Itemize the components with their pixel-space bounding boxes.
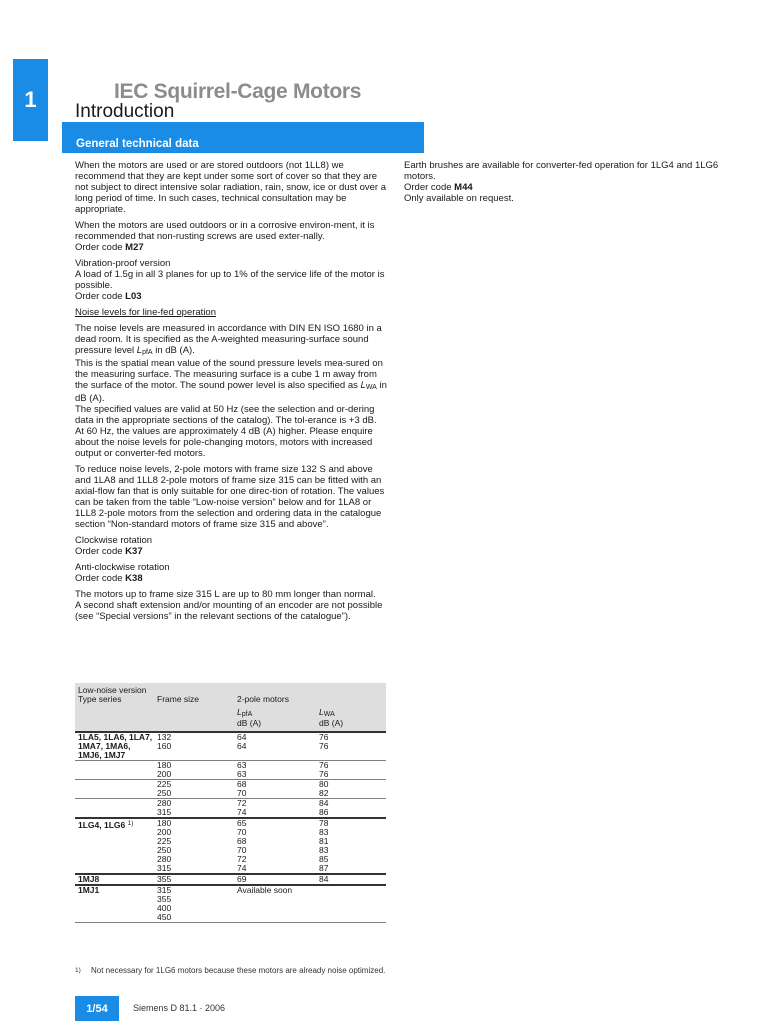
header-2pole: 2-pole motors xyxy=(234,695,386,704)
lwa-value: 76 xyxy=(319,741,329,751)
frame-size-value: 315 xyxy=(157,807,172,817)
table-symbol-row xyxy=(75,704,386,719)
lpfa-symbol: L xyxy=(136,345,143,356)
frame-size-value: 315 xyxy=(157,863,172,873)
frame-size-value: 400 xyxy=(157,903,172,913)
cell-lpfa xyxy=(234,732,316,761)
frame-size-value: 200 xyxy=(157,769,172,779)
cell-lpfa xyxy=(234,874,316,885)
lpfa-value: 68 xyxy=(237,836,247,846)
order-code-m44: M44 xyxy=(454,182,473,193)
header-unit-lwa: dB (A) xyxy=(316,719,386,732)
frame-size-value: 250 xyxy=(157,845,172,855)
table-unit-row xyxy=(75,719,386,732)
cell-lwa xyxy=(316,732,386,761)
footnote-ref: 1) xyxy=(127,820,134,827)
order-code-k38: K38 xyxy=(125,573,143,584)
header-lpfa-sub: pfA xyxy=(241,711,253,718)
lpfa-value: 70 xyxy=(237,827,247,837)
cell-type-series xyxy=(75,799,154,819)
noise-text-a: The noise levels are measured in accordance with DIN EN ISO 1680 in a dead room. It is specified as the A-weighted measuring-surface sound pressure level xyxy=(75,323,382,356)
vibration-paragraph xyxy=(75,258,387,302)
noise-text-b: This is the spatial mean value of the sound pressure levels mea-sured on the measuring surface. The measuring surface is a cube 1 m away from the surface of the motor. The sound power level is also specified as xyxy=(75,358,383,391)
frame-size-value: 355 xyxy=(157,894,172,904)
vibration-text: A load of 1.5g in all 3 planes for up to 1% of the service life of the motor is possible. xyxy=(75,269,385,291)
cell-frame-size xyxy=(154,799,234,819)
page-number: 1/54 xyxy=(75,996,119,1021)
cell-type-series xyxy=(75,761,154,780)
lwa-value: 84 xyxy=(319,798,329,808)
table-caption-row xyxy=(75,683,386,695)
frame-size-value: 280 xyxy=(157,854,172,864)
frame-size-value: 450 xyxy=(157,912,172,922)
lpfa-value: 70 xyxy=(237,845,247,855)
longer-text-2: A second shaft extension and/or mounting of an encoder are not possible (see “Special versions” in the relevant sections of the catalogue”). xyxy=(75,600,383,622)
cell-frame-size xyxy=(154,732,234,761)
header-type-series: Type series xyxy=(75,695,154,704)
cell-lpfa xyxy=(234,818,316,874)
cell-type-series xyxy=(75,818,154,874)
section-header: General technical data xyxy=(62,122,424,153)
table-row xyxy=(75,732,386,761)
footnote-mark: 1) xyxy=(75,967,81,974)
cell-type-series xyxy=(75,732,154,761)
vibration-title: Vibration-proof version xyxy=(75,258,171,269)
longer-paragraph xyxy=(75,589,387,622)
type-series-label: 1MJ8 xyxy=(78,874,100,884)
frame-size-value: 132 xyxy=(157,732,172,742)
lwa-value: 80 xyxy=(319,779,329,789)
order-code-label: Order code xyxy=(404,182,452,193)
lpfa-value: 74 xyxy=(237,863,247,873)
cell-lwa xyxy=(316,799,386,819)
type-series-label: 1MJ1 xyxy=(78,885,100,895)
chapter-tab: 1 xyxy=(13,59,48,141)
anticlockwise-title: Anti-clockwise rotation xyxy=(75,562,170,573)
lpfa-value: 63 xyxy=(237,769,247,779)
footnote-text: Not necessary for 1LG6 motors because these motors are already noise optimized. xyxy=(91,966,386,975)
lwa-value: 86 xyxy=(319,807,329,817)
table-header-row xyxy=(75,695,386,704)
frame-size-value: 225 xyxy=(157,779,172,789)
lpfa-value: 63 xyxy=(237,760,247,770)
cell-lwa xyxy=(316,761,386,780)
header-frame-size: Frame size xyxy=(154,695,234,704)
lpfa-value: 70 xyxy=(237,788,247,798)
table-row xyxy=(75,799,386,819)
lwa-value: 83 xyxy=(319,827,329,837)
cell-lwa xyxy=(316,874,386,885)
cell-lwa xyxy=(316,780,386,799)
noise-text-b-end: in dB (A). xyxy=(75,380,387,404)
lpfa-value: 69 xyxy=(237,874,247,884)
frame-size-value: 180 xyxy=(157,760,172,770)
lwa-symbol: L xyxy=(360,380,366,391)
footnote xyxy=(75,966,395,976)
cell-frame-size xyxy=(154,780,234,799)
table-row xyxy=(75,874,386,885)
table-row xyxy=(75,818,386,874)
table-row xyxy=(75,885,386,923)
frame-size-value: 315 xyxy=(157,885,172,895)
table-row xyxy=(75,780,386,799)
cell-frame-size xyxy=(154,885,234,923)
cell-lpfa xyxy=(234,780,316,799)
header-lpfa xyxy=(234,704,316,719)
order-code-l03: L03 xyxy=(125,291,142,302)
table-caption: Low-noise version xyxy=(75,683,386,695)
order-code-label: Order code xyxy=(75,242,123,253)
order-code-label: Order code xyxy=(75,546,123,557)
longer-text-1: The motors up to frame size 315 L are up to 80 mm longer than normal. xyxy=(75,589,376,600)
noise-text-a-end: in dB (A). xyxy=(155,345,195,356)
noise-paragraph xyxy=(75,323,387,459)
cell-frame-size xyxy=(154,818,234,874)
lpfa-value: 64 xyxy=(237,732,247,742)
frame-size-value: 355 xyxy=(157,874,172,884)
lwa-value: 87 xyxy=(319,863,329,873)
lwa-value: 76 xyxy=(319,732,329,742)
earth-brush-text: Earth brushes are available for converter-fed operation for 1LG4 and 1LG6 motors. xyxy=(404,160,719,182)
noise-text-c: The specified values are valid at 50 Hz (see the selection and or-dering data in the appropriate sections of the catalog). The tol-erance is +3 dB. At 60 Hz, the values are approximately 4 dB (A) higher. Please enquire about the noise levels for pole-changing motors, motors with increased output or converter-fed motors. xyxy=(75,404,377,459)
noise-heading: Noise levels for line-fed operation xyxy=(75,307,216,318)
lpfa-value: 64 xyxy=(237,741,247,751)
cell-lwa xyxy=(316,818,386,874)
cell-type-series xyxy=(75,885,154,923)
type-series-label: 1LA5, 1LA6, 1LA7, 1MA7, 1MA6, 1MJ6, 1MJ7 xyxy=(78,732,153,760)
frame-size-value: 280 xyxy=(157,798,172,808)
lpfa-value: 72 xyxy=(237,798,247,808)
lwa-value: 78 xyxy=(319,818,329,828)
lwa-value: 76 xyxy=(319,760,329,770)
cell-type-series xyxy=(75,780,154,799)
earth-brush-paragraph xyxy=(404,160,744,204)
lpfa-value: 72 xyxy=(237,854,247,864)
lwa-value: 76 xyxy=(319,769,329,779)
lpfa-value: 68 xyxy=(237,779,247,789)
corrosive-text: When the motors are used outdoors or in a corrosive environ-ment, it is recommended that non-rusting screws are used exter-nally. xyxy=(75,220,375,242)
lwa-value: 82 xyxy=(319,788,329,798)
frame-size-value: 200 xyxy=(157,827,172,837)
header-lwa-sub: WA xyxy=(323,711,335,718)
frame-size-value: 250 xyxy=(157,788,172,798)
request-note: Only available on request. xyxy=(404,193,514,204)
reduce-noise-paragraph: To reduce noise levels, 2-pole motors with frame size 132 S and above and 1LA8 and 1LL8 2-pole motors of frame size 315 can be fitted with an axial-flow fan that is only suitable for one direc-tion of rotation. The values can be taken from the table “Low-noise version” below and for 1LA8 or 1LL8 2-pole motors from the selection and ordering data in the catalogue section “Non-standard motors of frame size 315 and above”. xyxy=(75,464,385,530)
frame-size-value: 180 xyxy=(157,818,172,828)
cell-lpfa xyxy=(234,761,316,780)
order-code-k37: K37 xyxy=(125,546,143,557)
right-column xyxy=(404,160,744,209)
clockwise-title: Clockwise rotation xyxy=(75,535,153,546)
table-row xyxy=(75,761,386,780)
order-code-label: Order code xyxy=(75,573,123,584)
header-unit-lpfa: dB (A) xyxy=(234,719,316,732)
lwa-subscript: WA xyxy=(365,384,377,391)
header-lpfa-sym: L xyxy=(237,707,242,717)
lpfa-value: Available soon xyxy=(237,885,293,895)
header-lwa-sym: L xyxy=(319,707,324,717)
cell-lpfa xyxy=(234,885,386,923)
corrosive-paragraph xyxy=(75,220,387,253)
order-code-label: Order code xyxy=(75,291,123,302)
clockwise-paragraph xyxy=(75,535,387,557)
catalog-reference: Siemens D 81.1 · 2006 xyxy=(133,1003,226,1013)
lwa-value: 81 xyxy=(319,836,329,846)
lpfa-value: 74 xyxy=(237,807,247,817)
cell-lpfa xyxy=(234,799,316,819)
page-subtitle: Introduction xyxy=(75,101,175,122)
outdoor-paragraph: When the motors are used or are stored outdoors (not 1LL8) we recommend that they are kept under some sort of cover so that they are not subject to direct intensive solar radiation, rain, snow, ice or dust over a long period of time. In such cases, technical consultation may be appropriate. xyxy=(75,160,387,215)
low-noise-table xyxy=(75,683,386,923)
left-column xyxy=(75,160,387,627)
lwa-value: 83 xyxy=(319,845,329,855)
cell-frame-size xyxy=(154,761,234,780)
page-title: IEC Squirrel-Cage Motors xyxy=(114,80,362,103)
order-code-m27: M27 xyxy=(125,242,144,253)
lpfa-subscript: pfA xyxy=(142,349,153,356)
cell-type-series xyxy=(75,874,154,885)
frame-size-value: 160 xyxy=(157,741,172,751)
lwa-value: 84 xyxy=(319,874,329,884)
frame-size-value: 225 xyxy=(157,836,172,846)
lwa-value: 85 xyxy=(319,854,329,864)
cell-frame-size xyxy=(154,874,234,885)
header-lwa xyxy=(316,704,386,719)
lpfa-value: 65 xyxy=(237,818,247,828)
anticlockwise-paragraph xyxy=(75,562,387,584)
type-series-label: 1LG4, 1LG6 xyxy=(78,820,126,830)
